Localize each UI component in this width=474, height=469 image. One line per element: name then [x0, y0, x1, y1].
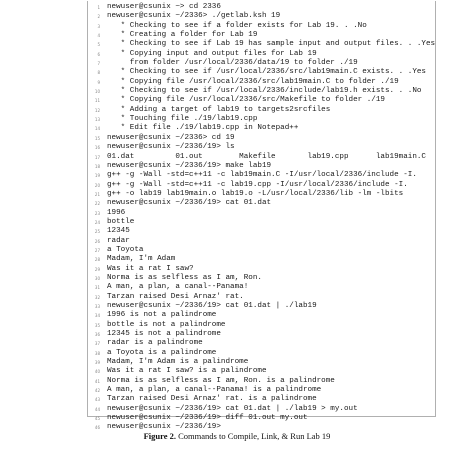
line-number: 4 — [97, 33, 100, 39]
code-line — [90, 153, 434, 162]
figure-caption — [0, 431, 474, 441]
line-number: 8 — [97, 70, 100, 76]
line-number: 3 — [97, 23, 100, 29]
line-text: radar — [107, 236, 130, 245]
line-number: 9 — [97, 79, 100, 85]
line-text: bottle is not a palindrome — [107, 320, 226, 329]
code-line — [90, 274, 434, 283]
code-listing — [90, 3, 434, 433]
line-text: radar is a palindrome — [107, 339, 203, 348]
line-number: 37 — [94, 341, 100, 347]
line-number: 30 — [94, 275, 100, 281]
line-number: 40 — [94, 369, 100, 375]
code-line — [90, 143, 434, 152]
code-line — [90, 293, 434, 302]
line-number: 28 — [94, 257, 100, 263]
line-text: bottle — [107, 217, 135, 226]
code-line — [90, 386, 434, 395]
line-number: 10 — [94, 89, 100, 95]
code-line — [90, 190, 434, 199]
line-number: 24 — [94, 219, 100, 225]
code-line — [90, 87, 434, 96]
code-line — [90, 265, 434, 274]
line-number: 29 — [94, 266, 100, 272]
line-text: a Toyota is a palindrome — [107, 348, 217, 357]
code-line — [90, 218, 434, 227]
line-text: newuser@csunix ~/2336/19> cat 01.dat | ./lab19 — [107, 302, 317, 310]
line-number: 41 — [94, 378, 100, 384]
code-line — [90, 171, 434, 180]
code-line — [90, 115, 434, 124]
code-line — [90, 237, 434, 246]
code-line — [90, 330, 434, 339]
code-line — [90, 395, 434, 404]
code-line — [90, 106, 434, 115]
line-number: 21 — [94, 191, 100, 197]
code-line — [90, 134, 434, 143]
code-line — [90, 302, 434, 311]
line-number: 39 — [94, 360, 100, 366]
line-text: g++ -o lab19 lab19main.o lab19.o -L/usr/local/2336/lib -lm -lbits — [107, 189, 404, 198]
code-line — [90, 405, 434, 414]
line-number: 43 — [94, 397, 100, 403]
line-text: g++ -g -Wall -std=c++11 -c lab19main.C -I/usr/local/2336/include -I. — [107, 171, 417, 180]
code-line — [90, 3, 434, 12]
line-number: 7 — [97, 61, 100, 67]
line-number: 23 — [94, 210, 100, 216]
line-number: 19 — [94, 173, 100, 179]
line-text: Madam, I'm Adam is a palindrome — [107, 358, 249, 367]
line-number: 45 — [94, 416, 100, 422]
line-text: newuser@csunix ~/2336> ./getlab.ksh 19 — [107, 12, 281, 21]
code-line — [90, 124, 434, 133]
line-number: 36 — [94, 332, 100, 338]
line-text: Tarzan raised Desi Arnaz' rat. — [107, 292, 244, 301]
caption-text: Commands to Compile, Link, & Run Lab 19 — [178, 431, 331, 441]
line-text: newuser@csunix ~/2336/19> — [107, 423, 221, 432]
line-text: newuser@csunix ~/2336/19> make lab19 — [107, 161, 272, 170]
line-text: Madam, I'm Adam — [107, 255, 176, 264]
line-text: 12345 — [107, 227, 130, 236]
line-number: 26 — [94, 238, 100, 244]
line-number: 44 — [94, 406, 100, 412]
line-number: 42 — [94, 388, 100, 394]
line-number: 15 — [94, 135, 100, 141]
line-text: * Copying file /usr/local/2336/src/Makefile to folder ./19 — [107, 96, 385, 105]
code-line — [90, 227, 434, 236]
code-line — [90, 349, 434, 358]
line-text: 1996 — [107, 208, 126, 217]
line-text: newuser@csunix ~/2336/19> diff 01.out my.out — [107, 414, 308, 423]
code-line — [90, 78, 434, 87]
line-number: 34 — [94, 313, 100, 319]
line-text: * Edit file ./19/lab19.cpp in Notepad++ — [107, 124, 299, 133]
code-line — [90, 414, 434, 423]
line-text: newuser@csunix ~/2336/19> cat 01.dat — [107, 199, 272, 208]
line-text: * Copying input and output files for Lab 19 — [107, 49, 317, 58]
line-text: * Checking to see if Lab 19 has sample input and output files. . .Yes — [107, 40, 436, 49]
line-text: newuser@csunix ~/2336/19> ls — [107, 143, 235, 152]
line-text: Norma is as selfless as I am, Ron. is a palindrome — [107, 376, 335, 385]
code-line — [90, 255, 434, 264]
line-number: 25 — [94, 229, 100, 235]
figure-label: Figure 2. — [143, 431, 176, 441]
line-number: 33 — [94, 304, 100, 309]
line-text: * Checking to see if /usr/local/2336/src/lab19main.C exists. . .Yes — [107, 68, 426, 77]
line-number: 35 — [94, 322, 100, 328]
line-text: * Checking to see if a folder exists for Lab 19. . .No — [107, 21, 367, 30]
line-text: A man, a plan, a canal--Panama! is a palindrome — [107, 386, 322, 395]
code-line — [90, 181, 434, 190]
line-number: 14 — [94, 126, 100, 132]
code-line — [90, 162, 434, 171]
line-number: 2 — [97, 14, 100, 20]
line-text: * Checking to see if /usr/local/2336/include/lab19.h exists. . .No — [107, 87, 422, 96]
code-line — [90, 377, 434, 386]
code-line — [90, 339, 434, 348]
line-number: 31 — [94, 285, 100, 291]
line-text: 1996 is not a palindrome — [107, 311, 217, 320]
code-line — [90, 199, 434, 208]
line-number: 20 — [94, 182, 100, 188]
code-line — [90, 311, 434, 320]
line-text: * Touching file ./19/lab19.cpp — [107, 115, 258, 124]
line-text: Was it a rat I saw? — [107, 264, 194, 273]
line-number: 6 — [97, 51, 100, 57]
line-number: 12 — [94, 107, 100, 113]
line-text: 01.dat 01.out Makefile lab19.cpp lab19main.C — [107, 152, 426, 161]
line-number: 1 — [97, 5, 100, 10]
code-line — [90, 209, 434, 218]
code-line — [90, 358, 434, 367]
line-number: 11 — [94, 98, 100, 104]
code-line — [90, 283, 434, 292]
code-line — [90, 321, 434, 330]
line-text: * Copying file /usr/local/2336/src/lab19main.C to folder ./19 — [107, 77, 399, 86]
line-text: g++ -g -Wall -std=c++11 -c lab19.cpp -I/usr/local/2336/include -I. — [107, 180, 408, 189]
code-line — [90, 246, 434, 255]
line-number: 32 — [94, 294, 100, 300]
line-text: newuser@csunix ~/2336/19> cat 01.dat | ./lab19 > my.out — [107, 404, 358, 413]
code-line — [90, 12, 434, 21]
line-text: from folder /usr/local/2336/data/19 to folder ./19 — [107, 59, 358, 68]
line-text: newuser@csunix ~/2336> cd 19 — [107, 133, 235, 142]
line-number: 17 — [94, 154, 100, 160]
code-line — [90, 40, 434, 49]
code-line — [90, 31, 434, 40]
line-number: 27 — [94, 247, 100, 253]
line-text: newuser@csunix ~> cd 2336 — [107, 3, 221, 11]
line-text: a Toyota — [107, 245, 144, 254]
line-text: 12345 is not a palindrome — [107, 330, 221, 339]
line-number: 22 — [94, 201, 100, 207]
line-number: 13 — [94, 117, 100, 123]
line-number: 5 — [97, 42, 100, 48]
line-number: 46 — [94, 425, 100, 431]
line-text: Tarzan raised Desi Arnaz' rat. is a palindrome — [107, 395, 317, 404]
line-text: * Creating a folder for Lab 19 — [107, 31, 258, 40]
line-text: A man, a plan, a canal--Panama! — [107, 283, 249, 292]
line-text: Was it a rat I saw? is a palindrome — [107, 367, 267, 376]
line-text: Norma is as selfless as I am, Ron. — [107, 273, 262, 282]
code-line — [90, 50, 434, 59]
line-number: 16 — [94, 145, 100, 151]
code-line — [90, 59, 434, 68]
line-number: 38 — [94, 350, 100, 356]
line-text: * Adding a target of lab19 to targets2srcfiles — [107, 105, 331, 114]
code-line — [90, 96, 434, 105]
code-line — [90, 22, 434, 31]
code-line — [90, 367, 434, 376]
line-number: 18 — [94, 163, 100, 169]
code-line — [90, 68, 434, 77]
